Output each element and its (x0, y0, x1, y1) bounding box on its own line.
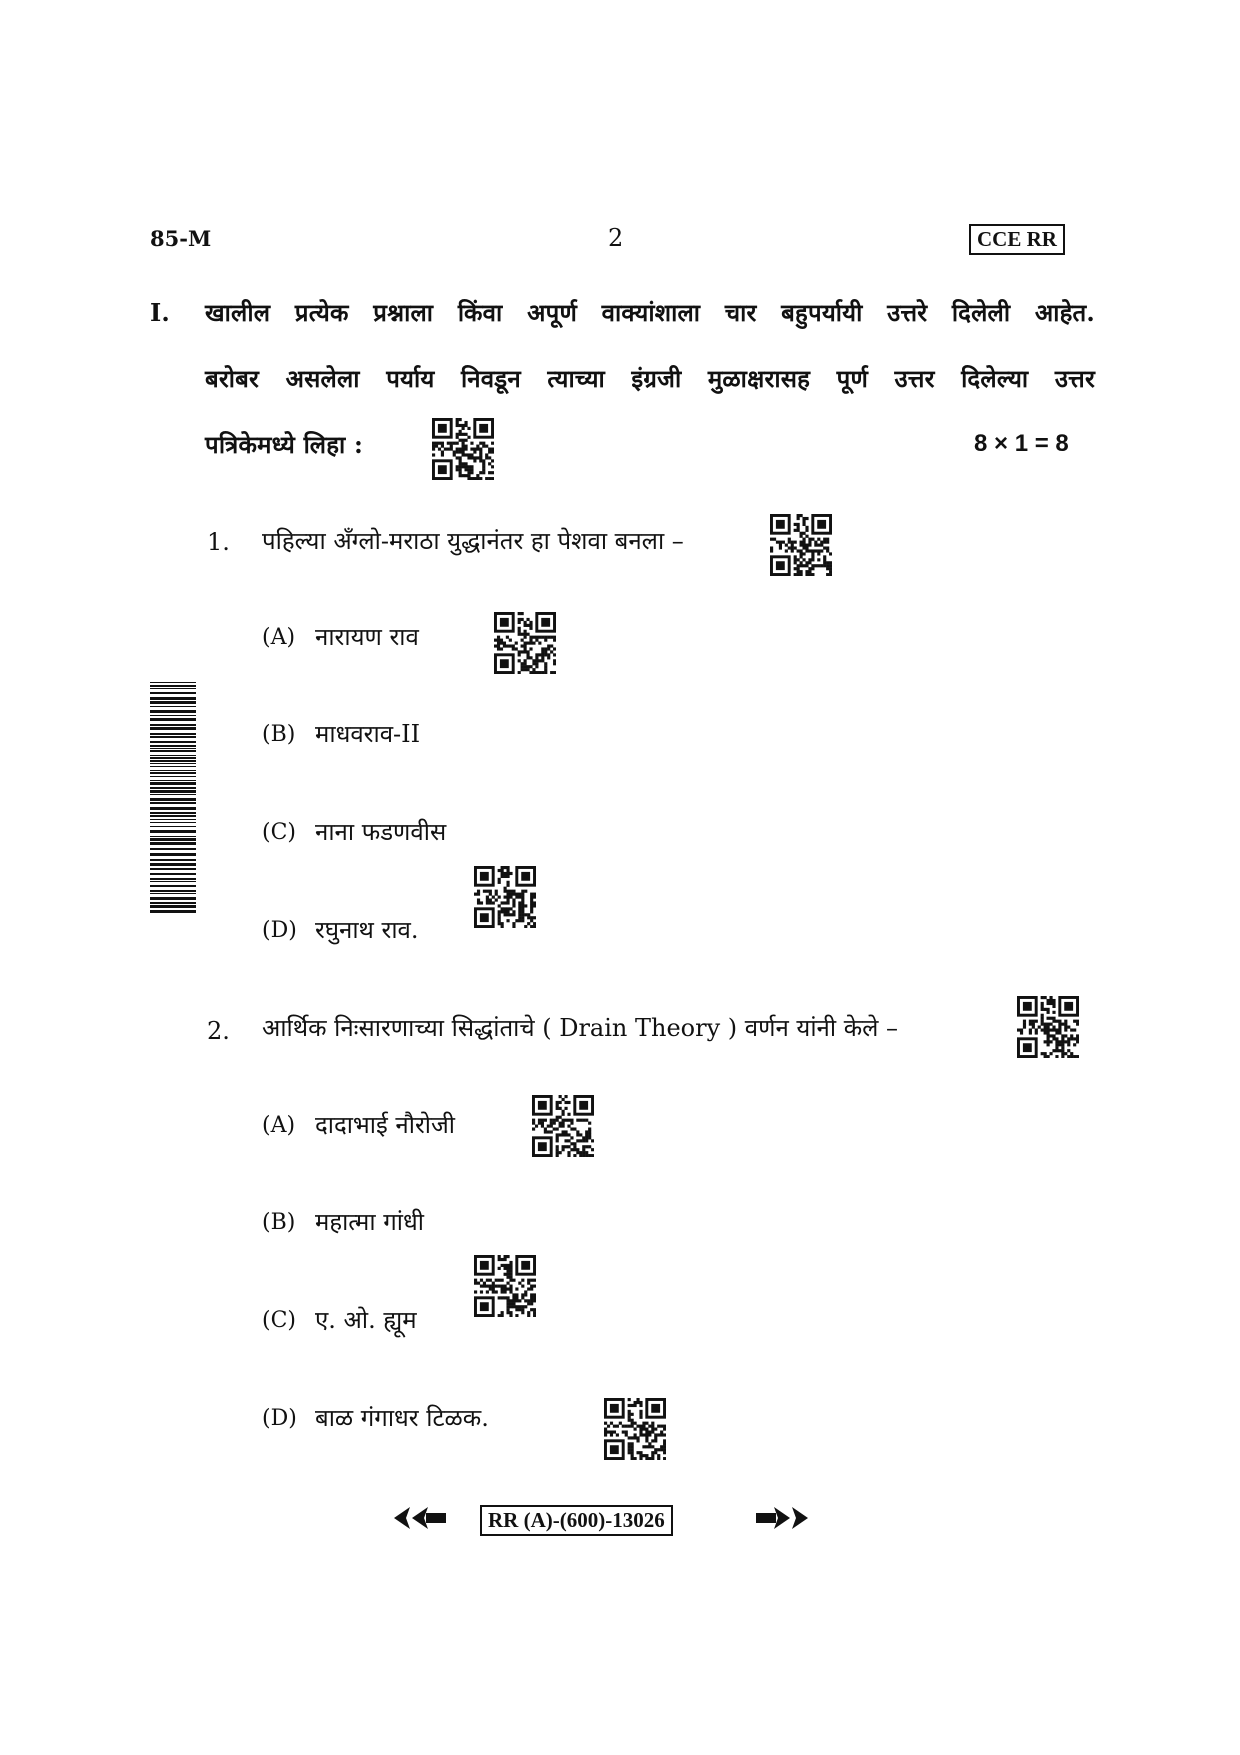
option-letter: (D) (262, 918, 297, 943)
section-number: I. (150, 298, 170, 327)
marks-scheme: 8 × 1 = 8 (974, 430, 1069, 457)
option-text: बाळ गंगाधर टिळक. (315, 1404, 489, 1432)
question-number: 1. (207, 528, 230, 556)
option-letter: (A) (262, 1113, 296, 1138)
option-text: रघुनाथ राव. (315, 916, 419, 944)
option-letter: (B) (262, 722, 296, 747)
option-text: दादाभाई नौरोजी (315, 1111, 456, 1139)
qr-code-icon (770, 514, 832, 576)
series-badge: CCE RR (969, 224, 1065, 255)
option-text: नाना फडणवीस (315, 818, 447, 846)
instruction-line-1: खालील प्रत्येक प्रश्नाला किंवा अपूर्ण वाक्यांशाला चार बहुपर्यायी उत्तरे दिलेली आहेत. (205, 298, 1095, 327)
question-text: आर्थिक निःसारणाच्या सिद्धांताचे ( Drain Theory ) वर्णन यांनी केले – (262, 1014, 899, 1042)
qr-code-icon (532, 1095, 594, 1157)
qr-code-icon (432, 418, 494, 480)
qr-code-icon (474, 866, 536, 928)
qr-code-icon (474, 1255, 536, 1317)
footer-code: RR (A)-(600)-13026 (480, 1505, 673, 1536)
option-letter: (D) (262, 1406, 297, 1431)
question-text: पहिल्या अँग्लो-मराठा युद्धानंतर हा पेशवा बनला – (262, 527, 684, 555)
option-letter: (A) (262, 625, 296, 650)
page-number: 2 (608, 224, 624, 252)
qr-code-icon (494, 612, 556, 674)
option-text: महात्मा गांधी (315, 1208, 424, 1236)
option-letter: (B) (262, 1210, 296, 1235)
option-text: ए. ओ. ह्यूम (315, 1306, 417, 1334)
option-text: नारायण राव (315, 623, 419, 651)
instruction-line-3: पत्रिकेमध्ये लिहा : (205, 430, 364, 459)
forward-arrow-icon (754, 1505, 810, 1535)
option-letter: (C) (262, 820, 296, 845)
paper-code: 85-M (150, 226, 212, 251)
barcode-icon (150, 682, 196, 918)
qr-code-icon (604, 1398, 666, 1460)
option-letter: (C) (262, 1308, 296, 1333)
instruction-line-2: बरोबर असलेला पर्याय निवडून त्याच्या इंग्रजी मुळाक्षरासह पूर्ण उत्तर दिलेल्या उत्तर (205, 364, 1095, 393)
question-number: 2. (207, 1017, 230, 1045)
qr-code-icon (1017, 996, 1079, 1058)
back-arrow-icon (392, 1505, 448, 1535)
option-text: माधवराव-II (315, 720, 421, 748)
